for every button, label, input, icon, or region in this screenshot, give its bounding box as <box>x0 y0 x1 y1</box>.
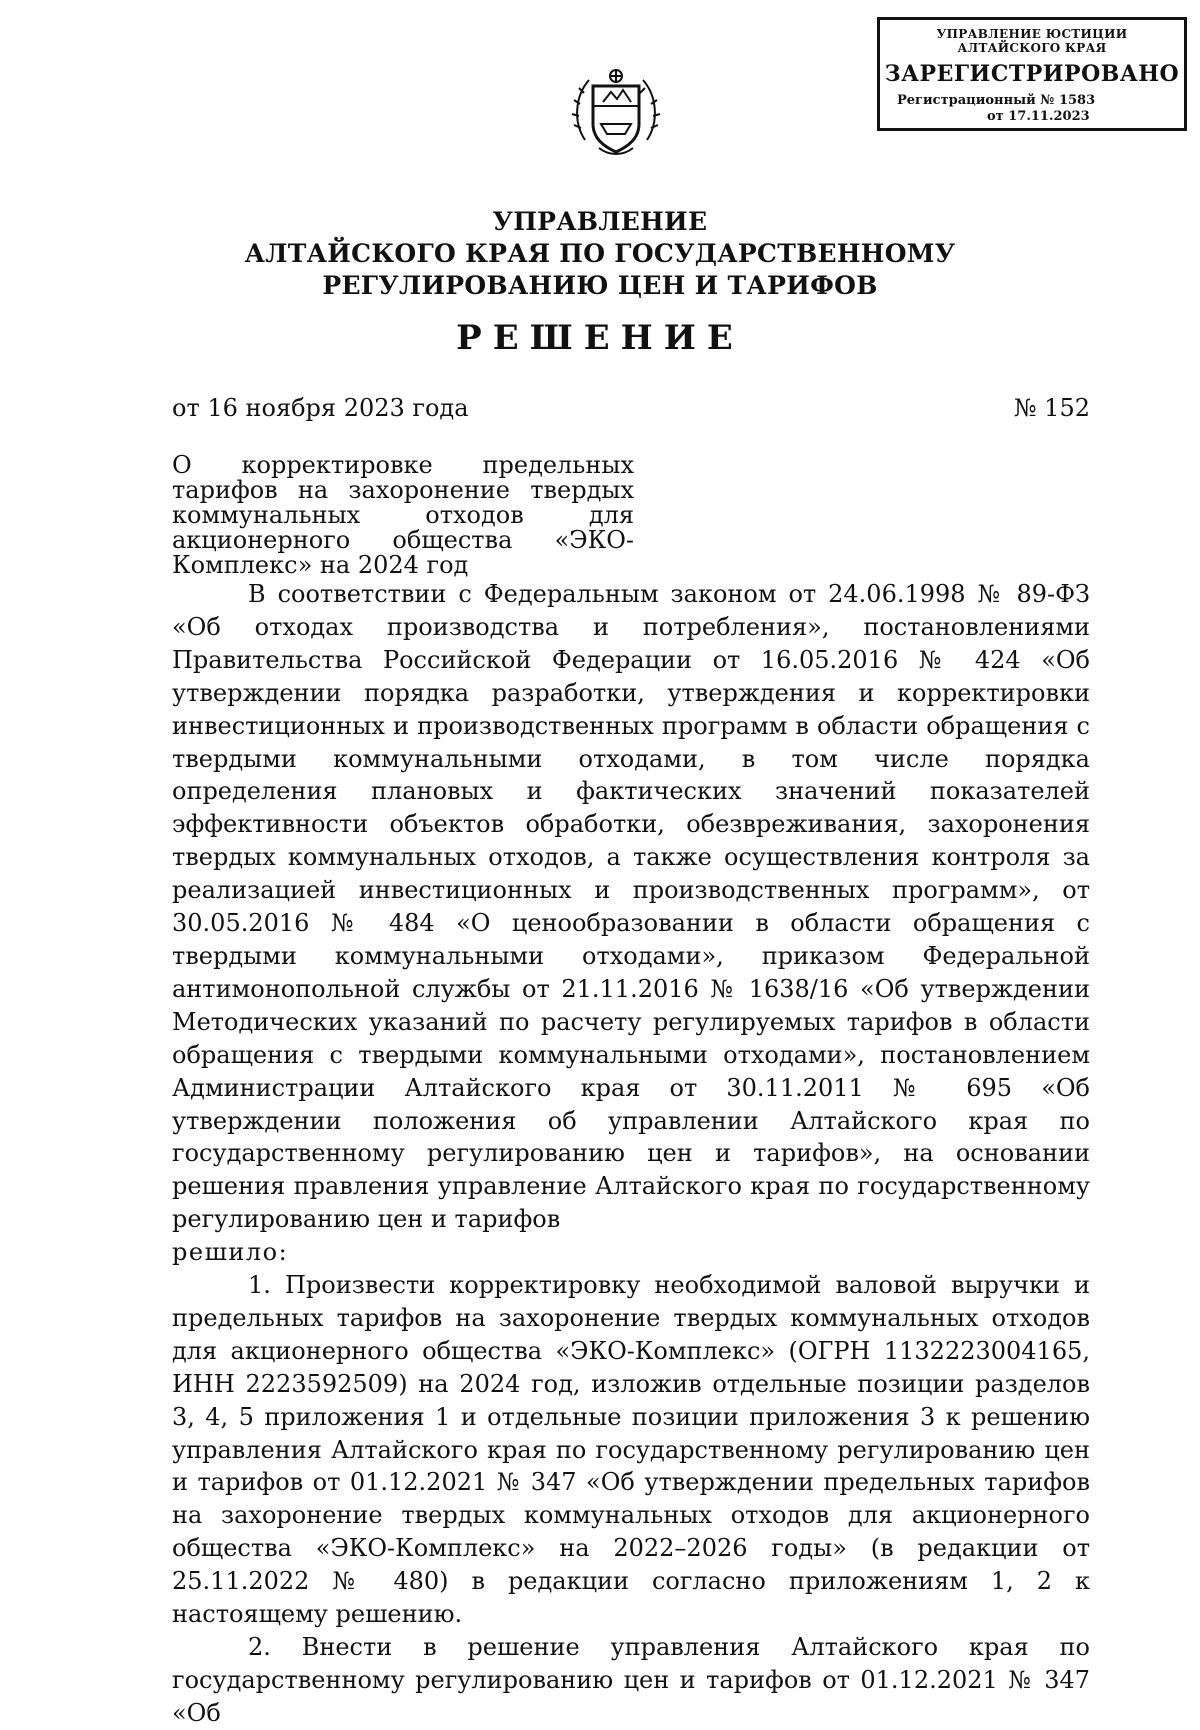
coat-of-arms-emblem <box>571 62 661 166</box>
stamp-org-line1: УПРАВЛЕНИЕ ЮСТИЦИИ <box>936 27 1128 41</box>
item-2-paragraph: 2. Внести в решение управления Алтайского края по государственному регулированию цен и тарифов от 01.12.2021 № 347 «Об <box>172 1633 1090 1727</box>
document-body <box>172 578 1090 1730</box>
header-line1: УПРАВЛЕНИЕ <box>492 207 708 236</box>
preamble-paragraph: В соответствии с Федеральным законом от 24.06.1998 № 89-ФЗ «Об отходах производства и потребления», постановлениями Правительства Российской Федерации от 16.05.2016 № 424 «Об утверждении порядка разработки, утверждения и корректировки инвестиционных и производственных программ в области обращения с твердыми коммунальными отходами, в том числе порядка определения плановых и фактических значений показателей эффективности объектов обработки, обезвреживания, захоронения твердых коммунальных отходов, а также осуществления контроля за реализацией инвестиционных и производственных программ», от 30.05.2016 № 484 «О ценообразовании в области обращения с твердыми коммунальными отходами», приказом Федеральной антимонопольной службы от 21.11.2016 № 1638/16 «Об утверждении Методических указаний по расчету регулируемых тарифов в области обращения с твердыми коммунальными отходами», постановлением Администрации Алтайского края от 30.11.2011 № 695 «Об утверждении положения об управлении Алтайского края по государственному регулированию цен и тарифов», на основании решения правления управление Алтайского края по государственному регулированию цен и тарифов <box>172 580 1090 1234</box>
header-line3: РЕГУЛИРОВАНИЮ ЦЕН И ТАРИФОВ <box>322 271 878 300</box>
document-type: РЕШЕНИЕ <box>456 318 744 358</box>
date-number-row <box>172 394 1090 422</box>
issuer-header <box>0 206 1200 302</box>
document-number: № 152 <box>1013 394 1090 422</box>
stamp-org <box>880 27 1184 55</box>
document-subject: О корректировке предельных тарифов на захоронение твердых коммунальных отходов для акционерного общества «ЭКО-Комплекс» на 2024 год <box>172 451 634 579</box>
item-1-paragraph: 1. Произвести корректировку необходимой валовой выручки и предельных тарифов на захоронение твердых коммунальных отходов для акционерного общества «ЭКО-Комплекс» (ОГРН 1132223004165, ИНН 2223592509) на 2024 год, изложив отдельные позиции разделов 3, 4, 5 приложения 1 и отдельные позиции приложения 3 к решению управления Алтайского края по государственному регулированию цен и тарифов от 01.12.2021 № 347 «Об утверждении предельных тарифов на захоронение твердых коммунальных отходов для акционерного общества «ЭКО-Комплекс» на 2022–2026 годы» (в редакции от 25.11.2022 № 480) в редакции согласно приложениям 1, 2 к настоящему решению. <box>172 1271 1090 1629</box>
stamp-registration <box>880 93 1184 125</box>
registration-stamp <box>877 17 1187 131</box>
stamp-reg-date: от 17.11.2023 <box>987 109 1090 124</box>
resolved-line: решило: <box>172 1238 289 1267</box>
stamp-status: ЗАРЕГИСТРИРОВАНО <box>884 61 1180 87</box>
stamp-org-line2: АЛТАЙСКОГО КРАЯ <box>957 41 1107 55</box>
stamp-reg-number: Регистрационный № 1583 <box>897 93 1096 108</box>
document-date: от 16 ноября 2023 года <box>172 394 469 422</box>
header-line2: АЛТАЙСКОГО КРАЯ ПО ГОСУДАРСТВЕННОМУ <box>244 239 956 268</box>
